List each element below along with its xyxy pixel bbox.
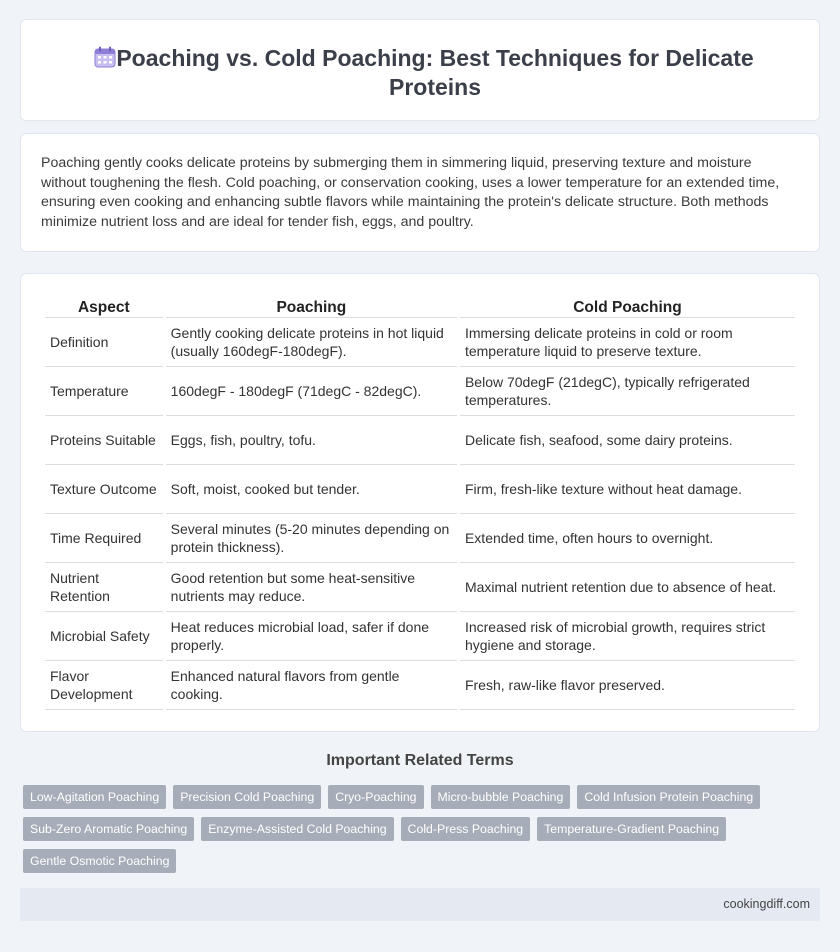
cold-poaching-cell: Delicate fish, seafood, some dairy proteins.: [460, 416, 795, 465]
header-cold-poaching: Cold Poaching: [460, 296, 795, 318]
poaching-cell: Good retention but some heat-sensitive nutrients may reduce.: [166, 563, 457, 612]
table-row: [45, 514, 795, 563]
related-terms-list: [23, 785, 783, 873]
header-poaching: Poaching: [166, 296, 457, 318]
aspect-cell: Temperature: [45, 367, 163, 416]
related-term-tag[interactable]: Micro-bubble Poaching: [431, 785, 571, 809]
table-row: [45, 563, 795, 612]
table-row: [45, 318, 795, 367]
related-term-tag[interactable]: Sub-Zero Aromatic Poaching: [23, 817, 194, 841]
cold-poaching-cell: Maximal nutrient retention due to absence of heat.: [460, 563, 795, 612]
aspect-cell: Texture Outcome: [45, 465, 163, 514]
table-row: [45, 612, 795, 661]
footer: [20, 888, 820, 921]
related-term-tag[interactable]: Temperature-Gradient Poaching: [537, 817, 726, 841]
cold-poaching-cell: Increased risk of microbial growth, requires strict hygiene and storage.: [460, 612, 795, 661]
aspect-cell: Nutrient Retention: [45, 563, 163, 612]
poaching-cell: Heat reduces microbial load, safer if done properly.: [166, 612, 457, 661]
footer-site-link[interactable]: cookingdiff.com: [723, 897, 810, 911]
poaching-cell: Several minutes (5-20 minutes depending on protein thickness).: [166, 514, 457, 563]
table-row: [45, 661, 795, 710]
table-row: [45, 367, 795, 416]
cold-poaching-cell: Fresh, raw-like flavor preserved.: [460, 661, 795, 710]
related-term-tag[interactable]: Cryo-Poaching: [328, 785, 423, 809]
aspect-cell: Time Required: [45, 514, 163, 563]
aspect-cell: Definition: [45, 318, 163, 367]
aspect-cell: Microbial Safety: [45, 612, 163, 661]
related-term-tag[interactable]: Gentle Osmotic Poaching: [23, 849, 176, 873]
table-row: [45, 465, 795, 514]
table-row: [45, 416, 795, 465]
table-header-row: [45, 296, 795, 318]
page-title: Poaching vs. Cold Poaching: Best Techniques for Delicate Proteins: [116, 45, 754, 100]
poaching-cell: Soft, moist, cooked but tender.: [166, 465, 457, 514]
intro-paragraph: Poaching gently cooks delicate proteins by submerging them in simmering liquid, preserving texture and moisture without toughening the flesh. Cold poaching, or conservation cooking, uses a lower temperature for an extended time, ensuring even cooking and enhancing subtle flavors while maintaining the protein's delicate structure. Both methods minimize nutrient loss and are ideal for tender fish, eggs, and poultry.: [41, 155, 780, 230]
aspect-cell: Proteins Suitable: [45, 416, 163, 465]
comparison-table: [42, 296, 798, 710]
intro-card: [20, 133, 820, 252]
title-card: [20, 19, 820, 121]
related-term-tag[interactable]: Cold-Press Poaching: [401, 817, 531, 841]
poaching-cell: 160degF - 180degF (71degC - 82degC).: [166, 367, 457, 416]
poaching-cell: Eggs, fish, poultry, tofu.: [166, 416, 457, 465]
aspect-cell: Flavor Development: [45, 661, 163, 710]
header-aspect: Aspect: [45, 296, 163, 318]
poaching-cell: Enhanced natural flavors from gentle cooking.: [166, 661, 457, 710]
cold-poaching-cell: Firm, fresh-like texture without heat damage.: [460, 465, 795, 514]
cold-poaching-cell: Below 70degF (21degC), typically refrigerated temperatures.: [460, 367, 795, 416]
related-term-tag[interactable]: Precision Cold Poaching: [173, 785, 321, 809]
related-term-tag[interactable]: Low-Agitation Poaching: [23, 785, 166, 809]
cold-poaching-cell: Immersing delicate proteins in cold or room temperature liquid to preserve texture.: [460, 318, 795, 367]
related-terms-title: Important Related Terms: [326, 752, 514, 769]
related-term-tag[interactable]: Cold Infusion Protein Poaching: [577, 785, 760, 809]
related-term-tag[interactable]: Enzyme-Assisted Cold Poaching: [201, 817, 393, 841]
comparison-card: [20, 273, 820, 732]
poaching-cell: Gently cooking delicate proteins in hot liquid (usually 160degF-180degF).: [166, 318, 457, 367]
cold-poaching-cell: Extended time, often hours to overnight.: [460, 514, 795, 563]
